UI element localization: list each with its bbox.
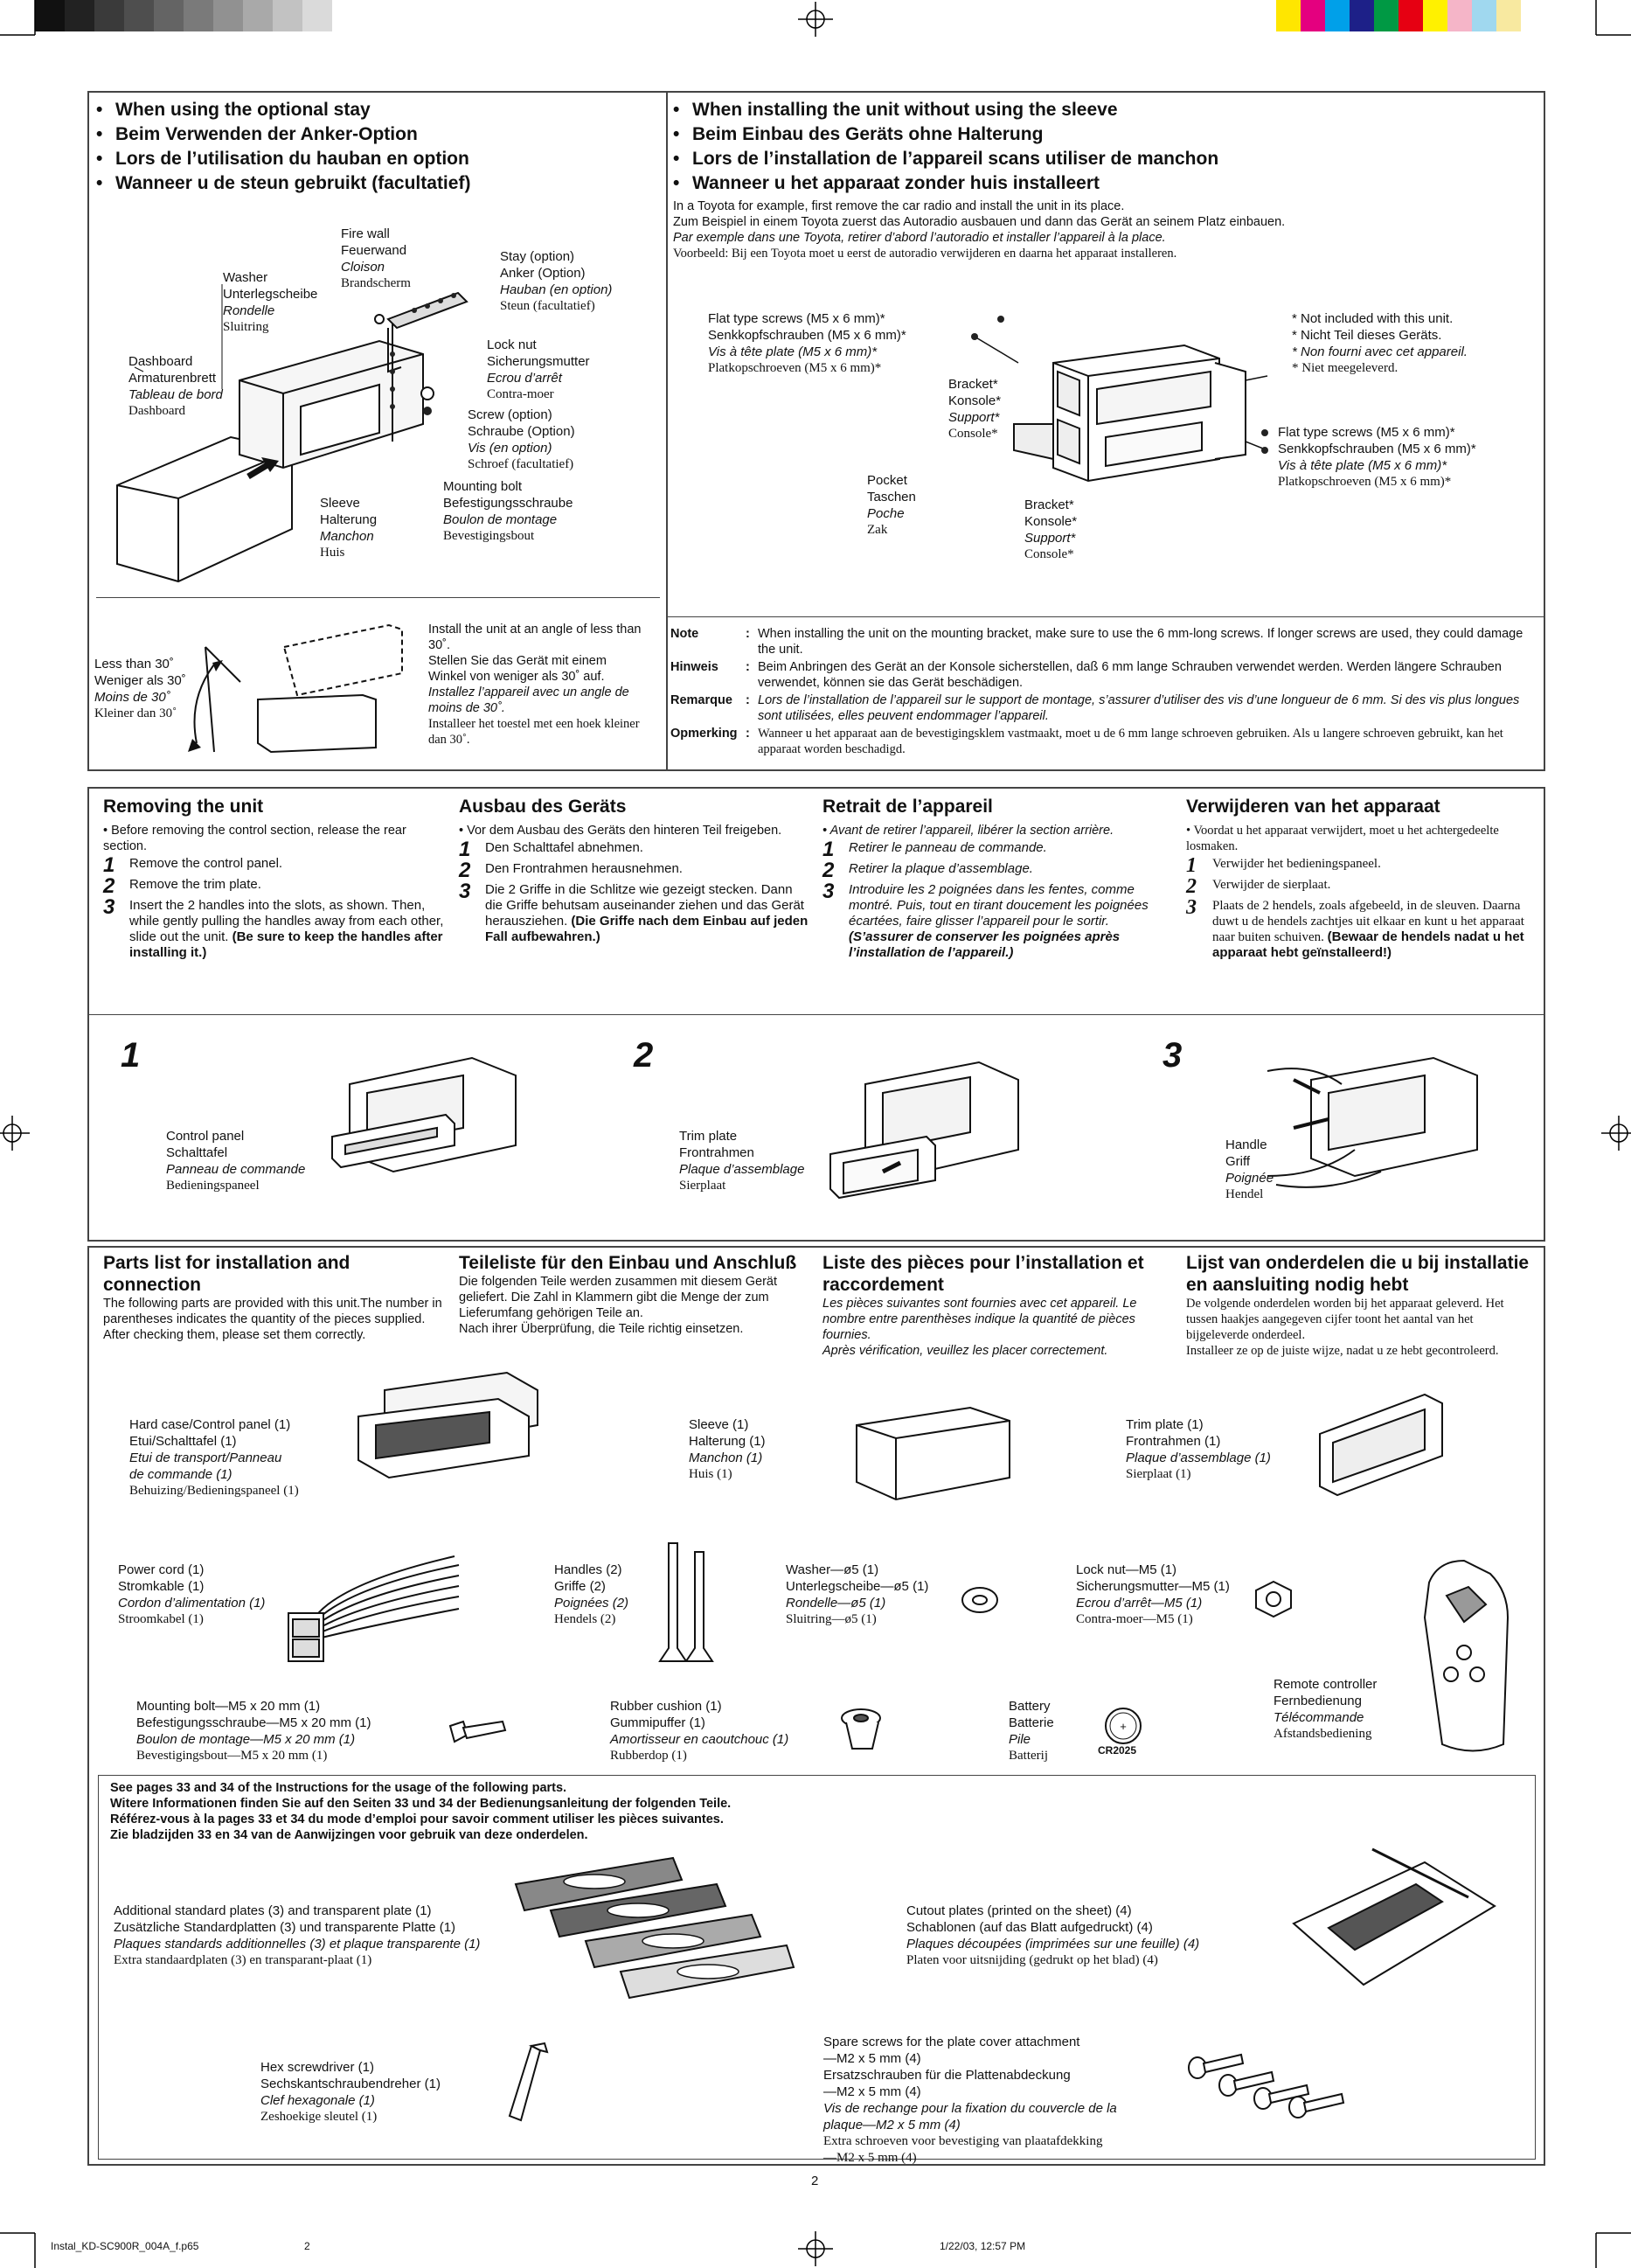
label-flat-screws-1: Flat type screws (M5 x 6 mm)* Senkkopfschrauben (M5 x 6 mm)* Vis à tête plate (M5 x 6 mm)* Platkopschroeven (M5 x 6 mm)* bbox=[708, 311, 906, 375]
rubber-cushion-image bbox=[839, 1705, 892, 1757]
cutout-plates-image bbox=[1294, 1845, 1495, 1993]
remove-figure-3 bbox=[1259, 1045, 1486, 1202]
remove-step-2: 2 Den Frontrahmen herausnehmen. bbox=[459, 859, 683, 882]
label-mounting-bolt: Mounting bolt Befestigungsschraube Boulon de montage Bevestigingsbout bbox=[443, 479, 573, 543]
remove-bullet: • Vor dem Ausbau des Geräts den hinteren Teil freigeben. bbox=[459, 824, 782, 838]
remove-step-1: 1 Den Schalttafel abnehmen. bbox=[459, 838, 643, 861]
label-dashboard: Dashboard Armaturenbrett Tableau de bord Dashboard bbox=[128, 354, 223, 418]
notes-divider bbox=[668, 616, 1544, 617]
label-stay: Stay (option) Anker (Option) Hauban (en option) Steun (facultatief) bbox=[500, 249, 613, 313]
remote-controller-image bbox=[1420, 1556, 1516, 1757]
part-sleeve: Sleeve (1) Halterung (1) Manchon (1) Huis (1) bbox=[689, 1417, 766, 1481]
battery-code: CR2025 bbox=[1098, 1744, 1137, 1757]
stay-headings bbox=[96, 98, 470, 196]
lock-nut-image bbox=[1252, 1579, 1295, 1619]
parts-body-2: Nach ihrer Überprüfung, die Teile richtig einsetzen. bbox=[459, 1322, 744, 1336]
parts-body: De volgende onderdelen worden bij het apparaat geleverd. Het tussen haakjes aangegeven cijfer toont het aantal van het bijgeleverde onderdeel. bbox=[1186, 1297, 1504, 1342]
parts-body-2: After checking them, please set them correctly. bbox=[103, 1328, 366, 1342]
part-power-cord: Power cord (1) Stromkable (1) Cordon d’alimentation (1) Stroomkabel (1) bbox=[118, 1562, 266, 1626]
label-handle: Handle Griff Poignée Hendel bbox=[1225, 1137, 1274, 1201]
sleeve-image bbox=[848, 1408, 1014, 1513]
remove-col-en bbox=[103, 796, 448, 961]
heading-de: • Beim Einbau des Geräts ohne Halterung bbox=[673, 124, 1044, 144]
remove-step-2: 2 Retirer la plaque d’assemblage. bbox=[822, 859, 1033, 882]
part-trim-plate: Trim plate (1) Frontrahmen (1) Plaque d’assemblage (1) Sierplaat (1) bbox=[1126, 1417, 1271, 1481]
remove-step-1: 1 Remove the control panel. bbox=[103, 853, 283, 877]
remove-title: Ausbau des Geräts bbox=[459, 797, 627, 817]
remove-title: Removing the unit bbox=[103, 797, 264, 817]
remove-bullet: • Avant de retirer l’appareil, libérer la section arrière. bbox=[822, 824, 1114, 838]
remove-step-3: 3 Die 2 Griffe in die Schlitze wie gezeigt stecken. Dann die Griffe behutsam auseinander ziehen und das Gerät herausziehen. (Die Griffe nach dem Einbau auf jeden Fall aufbewahren.) bbox=[459, 880, 809, 944]
part-hard-case: Hard case/Control panel (1) Etui/Schalttafel (1) Etui de transport/Panneau de commande (1) Behuizing/Bedieningspaneel (1) bbox=[129, 1417, 299, 1498]
note-en: Note : When installing the unit on the mounting bracket, make sure to use the 6 mm-long screws. If longer screws are used, they could damage the unit. bbox=[670, 627, 1523, 657]
handles-image bbox=[656, 1539, 717, 1670]
remove-step-3: 3 Plaats de 2 hendels, zoals afgebeeld, in de sleuven. Daarna duwt u de hendels zachtjes uit elkaar en kunt u het apparaat naar buiten schuiven. (Bewaar de hendels nadat u het apparaat hebt geïnstalleerd!) bbox=[1186, 896, 1524, 960]
install-en: Install the unit at an angle of less than 30˚. bbox=[428, 623, 642, 652]
angle-diagram bbox=[188, 612, 415, 769]
part-mounting-bolt: Mounting bolt—M5 x 20 mm (1) Befestigungsschraube—M5 x 20 mm (1) Boulon de montage—M5 x 20 mm (1) Bevestigingsbout—M5 x 20 mm (1) bbox=[136, 1699, 371, 1763]
install-de: Stellen Sie das Gerät mit einem Winkel von weniger als 30˚ auf. bbox=[428, 654, 607, 684]
note-fr: Remarque : Lors de l’installation de l’appareil sur le support de montage, s’assurer d’utiliser des vis d’une longueur de 6 mm. Si des vis plus longues sont utilisées, elles peuvent endommager l’appareil. bbox=[670, 693, 1520, 723]
part-lock-nut: Lock nut—M5 (1) Sicherungsmutter—M5 (1) Ecrou d’arrêt—M5 (1) Contra-moer—M5 (1) bbox=[1076, 1562, 1230, 1626]
remove-step-3: 3 Introduire les 2 poignées dans les fentes, comme montré. Puis, tout en tirant doucement les poignées écartées, faire glisser l’appareil pour le sortir. (S’assurer de conserver les poignées après l’installation de l’appareil.) bbox=[822, 880, 1149, 960]
heading-en: • When using the optional stay bbox=[96, 100, 371, 120]
part-washer: Washer—ø5 (1) Unterlegscheibe—ø5 (1) Rondelle—ø5 (1) Sluitring—ø5 (1) bbox=[786, 1562, 929, 1626]
hex-screwdriver-image bbox=[505, 2042, 549, 2129]
heading-fr: • Lors de l’utilisation du hauban en option bbox=[96, 149, 469, 169]
label-control-panel: Control panel Schalttafel Panneau de commande Bedieningspaneel bbox=[166, 1129, 306, 1193]
hard-case-image bbox=[350, 1373, 542, 1486]
remove-col-nl bbox=[1186, 796, 1536, 961]
heading-nl: • Wanneer u het apparaat zonder huis installeert bbox=[673, 173, 1100, 193]
part-handles: Handles (2) Griffe (2) Poignées (2) Hendels (2) bbox=[554, 1562, 629, 1626]
footer-page: 2 bbox=[304, 2240, 310, 2252]
label-sleeve: Sleeve Halterung Manchon Huis bbox=[320, 496, 378, 560]
mounting-bolt-image bbox=[446, 1717, 507, 1752]
remove-bullet: • Voordat u het apparaat verwijdert, moet u het achtergedeelte losmaken. bbox=[1186, 824, 1499, 853]
label-bracket-1: Bracket* Konsole* Support* Console* bbox=[948, 377, 1002, 441]
install-nl: Installeer het toestel met een hoek kleiner dan 30˚. bbox=[428, 717, 640, 747]
parts-col-nl bbox=[1186, 1252, 1536, 1359]
parts-col-fr bbox=[822, 1252, 1172, 1359]
parts-title: Lijst van onderdelen die u bij installatie en aansluiting nodig hebt bbox=[1186, 1253, 1530, 1295]
parts-body-2: Après vérification, veuillez les placer correctement. bbox=[822, 1344, 1108, 1358]
label-trim-plate: Trim plate Frontrahmen Plaque d’assemblage Sierplaat bbox=[679, 1129, 805, 1193]
notes-table bbox=[670, 626, 1536, 759]
remove-step-1: 1 Retirer le panneau de commande. bbox=[822, 838, 1047, 861]
part-hex-screwdriver: Hex screwdriver (1) Sechskantschraubendreher (1) Clef hexagonale (1) Zeshoekige sleutel (1) bbox=[260, 2060, 441, 2124]
remove-bullet: • Before removing the control section, release the rear section. bbox=[103, 824, 406, 853]
trim-plate-image bbox=[1311, 1390, 1451, 1504]
see-pages-note: See pages 33 and 34 of the Instructions for the usage of the following parts. Witere Informationen finden Sie auf den Seiten 33 und 34 der Bedienungsanleitung der folgenden Teile. Référez-vous à la pages 33 et 34 du mode d’emploi pour savoir comment utiliser les pièces suivantes. Zie bladzijden 33 en 34 van de Aanwijzingen voor gebruik van deze onderdelen. bbox=[110, 1781, 732, 1842]
figure-number-3: 3 bbox=[1163, 1036, 1183, 1075]
parts-title: Liste des pièces pour l’installation et raccordement bbox=[822, 1253, 1144, 1295]
label-firewall: Fire wall Feuerwand Cloison Brandscherm bbox=[341, 226, 411, 290]
remove-figure-2 bbox=[830, 1049, 1023, 1207]
part-cutout-plates: Cutout plates (printed on the sheet) (4) Schablonen (auf das Blatt aufgedruckt) (4) Plaques découpées (imprimées sur une feuille) (4) Platen voor uitsnijding (gedrukt op het blad) (4) bbox=[906, 1903, 1200, 1967]
remove-step-3: 3 Insert the 2 handles into the slots, as shown. Then, while gently pulling the handles away from each other, slide out the unit. (Be sure to keep the handles after installing it.) bbox=[103, 895, 444, 960]
stay-divider bbox=[96, 597, 660, 598]
figure-number-2: 2 bbox=[634, 1036, 654, 1075]
label-pocket: Pocket Taschen Poche Zak bbox=[867, 473, 916, 537]
remove-step-2: 2 Remove the trim plate. bbox=[103, 874, 261, 898]
parts-body-2: Installeer ze op de juiste wijze, nadat u ze hebt gecontroleerd. bbox=[1186, 1344, 1499, 1358]
power-cord-image bbox=[288, 1548, 463, 1661]
parts-col-en bbox=[103, 1252, 444, 1343]
part-rubber-cushion: Rubber cushion (1) Gummipuffer (1) Amortisseur en caoutchouc (1) Rubberdop (1) bbox=[610, 1699, 789, 1763]
note-nl: Opmerking : Wanneer u het apparaat aan de bevestigingsklem vastmaakt, moet u de 6 mm lange schroeven gebruiken. Als u langere schroeven gebruikt, kan het apparaat worden beschadigd. bbox=[670, 727, 1503, 756]
label-washer: Washer Unterlegscheibe Rondelle Sluitring bbox=[223, 270, 318, 334]
parts-col-de bbox=[459, 1252, 809, 1337]
part-battery: Battery Batterie Pile Batterij bbox=[1009, 1699, 1054, 1763]
remove-col-fr bbox=[822, 796, 1172, 961]
parts-title: Parts list for installation and connection bbox=[103, 1253, 350, 1295]
install-fr: Installez l’appareil avec un angle de moins de 30˚. bbox=[428, 685, 629, 715]
label-flat-screws-2: Flat type screws (M5 x 6 mm)* Senkkopfschrauben (M5 x 6 mm)* Vis à tête plate (M5 x 6 mm)* Platkopschroeven (M5 x 6 mm)* bbox=[1278, 425, 1476, 489]
remove-title: Retrait de l’appareil bbox=[822, 797, 993, 817]
note-de: Hinweis : Beim Anbringen des Gerät an der Konsole sicherstellen, daß 6 mm lange Schrauben verwendet werden. Werden längere Schrauben verwendet, können sie das Gerät beschädigen. bbox=[670, 660, 1502, 690]
parts-body: Les pièces suivantes sont fournies avec cet appareil. Le nombre entre parenthèses indique la quantité de pièces fournies. bbox=[822, 1297, 1137, 1342]
remove-figure-1 bbox=[332, 1049, 524, 1198]
remove-title: Verwijderen van het apparaat bbox=[1186, 797, 1440, 817]
label-not-included: * Not included with this unit. * Nicht Teil dieses Geräts. * Non fourni avec cet appareil. * Niet meegeleverd. bbox=[1292, 311, 1468, 375]
footer-file: Instal_KD-SC900R_004A_f.p65 bbox=[51, 2240, 199, 2252]
part-remote-controller: Remote controller Fernbedienung Télécommande Afstandsbediening bbox=[1274, 1677, 1378, 1741]
footer-date: 1/22/03, 12:57 PM bbox=[940, 2240, 1026, 2252]
parts-title: Teileliste für den Einbau und Anschluß bbox=[459, 1253, 797, 1273]
remove-step-2: 2 Verwijder de sierplaat. bbox=[1186, 875, 1331, 898]
sleeveless-intro: In a Toyota for example, first remove the car radio and install the unit in its place. Zum Beispiel in einem Toyota zuerst das Autoradio ausbauen und dann das Gerät an seinem Platz einbauen. Par exemple dans une Toyota, retirer d’abord l’autoradio et installer l’appareil à la place. Voorbeeld: Bij een Toyota moet u eerst de autoradio verwijderen en daarna het apparaat installeren. bbox=[673, 199, 1286, 261]
label-angle: Less than 30˚ Weniger als 30˚ Moins de 30˚ Kleiner dan 30˚ bbox=[94, 657, 186, 720]
remove-divider bbox=[89, 1014, 1544, 1015]
heading-nl: • Wanneer u de steun gebruikt (facultatief) bbox=[96, 173, 471, 193]
page-number: 2 bbox=[811, 2174, 819, 2188]
heading-fr: • Lors de l’installation de l’appareil scans utiliser de manchon bbox=[673, 149, 1219, 169]
install-angle-text bbox=[428, 622, 647, 748]
washer-image bbox=[958, 1583, 1002, 1618]
label-bracket-2: Bracket* Konsole* Support* Console* bbox=[1024, 497, 1078, 561]
parts-body: Die folgenden Teile werden zusammen mit diesem Gerät geliefert. Die Zahl in Klammern gibt die Menge der zum Lieferumfang gehörigen Teile an. bbox=[459, 1275, 778, 1320]
sleeveless-headings bbox=[673, 98, 1218, 196]
heading-en: • When installing the unit without using the sleeve bbox=[673, 100, 1118, 120]
svg-text:+: + bbox=[1120, 1720, 1127, 1733]
standard-plates-image bbox=[516, 1858, 795, 2015]
label-screw: Screw (option) Schraube (Option) Vis (en option) Schroef (facultatief) bbox=[468, 407, 575, 471]
part-standard-plates: Additional standard plates (3) and transparent plate (1) Zusätzliche Standardplatten (3) und transparente Platte (1) Plaques standards additionnelles (3) et plaque transparente (1) Extra standaardplaten (3) en transparant-plaat (1) bbox=[114, 1903, 481, 1967]
spare-screws-image bbox=[1184, 2050, 1350, 2120]
part-spare-screws: Spare screws for the plate cover attachment —M2 x 5 mm (4) Ersatzschrauben für die Plattenabdeckung —M2 x 5 mm (4) Vis de rechange pour la fixation du couvercle de la plaque—M2 x 5 mm (4) Extra schroeven voor bevestiging van plaatafdekking —M2 x 5 mm (4) bbox=[823, 2035, 1117, 2165]
parts-body: The following parts are provided with this unit.The number in parentheses indicates the quantity of the pieces supplied. bbox=[103, 1297, 442, 1326]
figure-number-1: 1 bbox=[121, 1036, 141, 1075]
remove-step-1: 1 Verwijder het bedieningspaneel. bbox=[1186, 854, 1381, 877]
remove-col-de bbox=[459, 796, 809, 945]
heading-de: • Beim Verwenden der Anker-Option bbox=[96, 124, 418, 144]
label-locknut: Lock nut Sicherungsmutter Ecrou d’arrêt Contra-moer bbox=[487, 337, 590, 401]
